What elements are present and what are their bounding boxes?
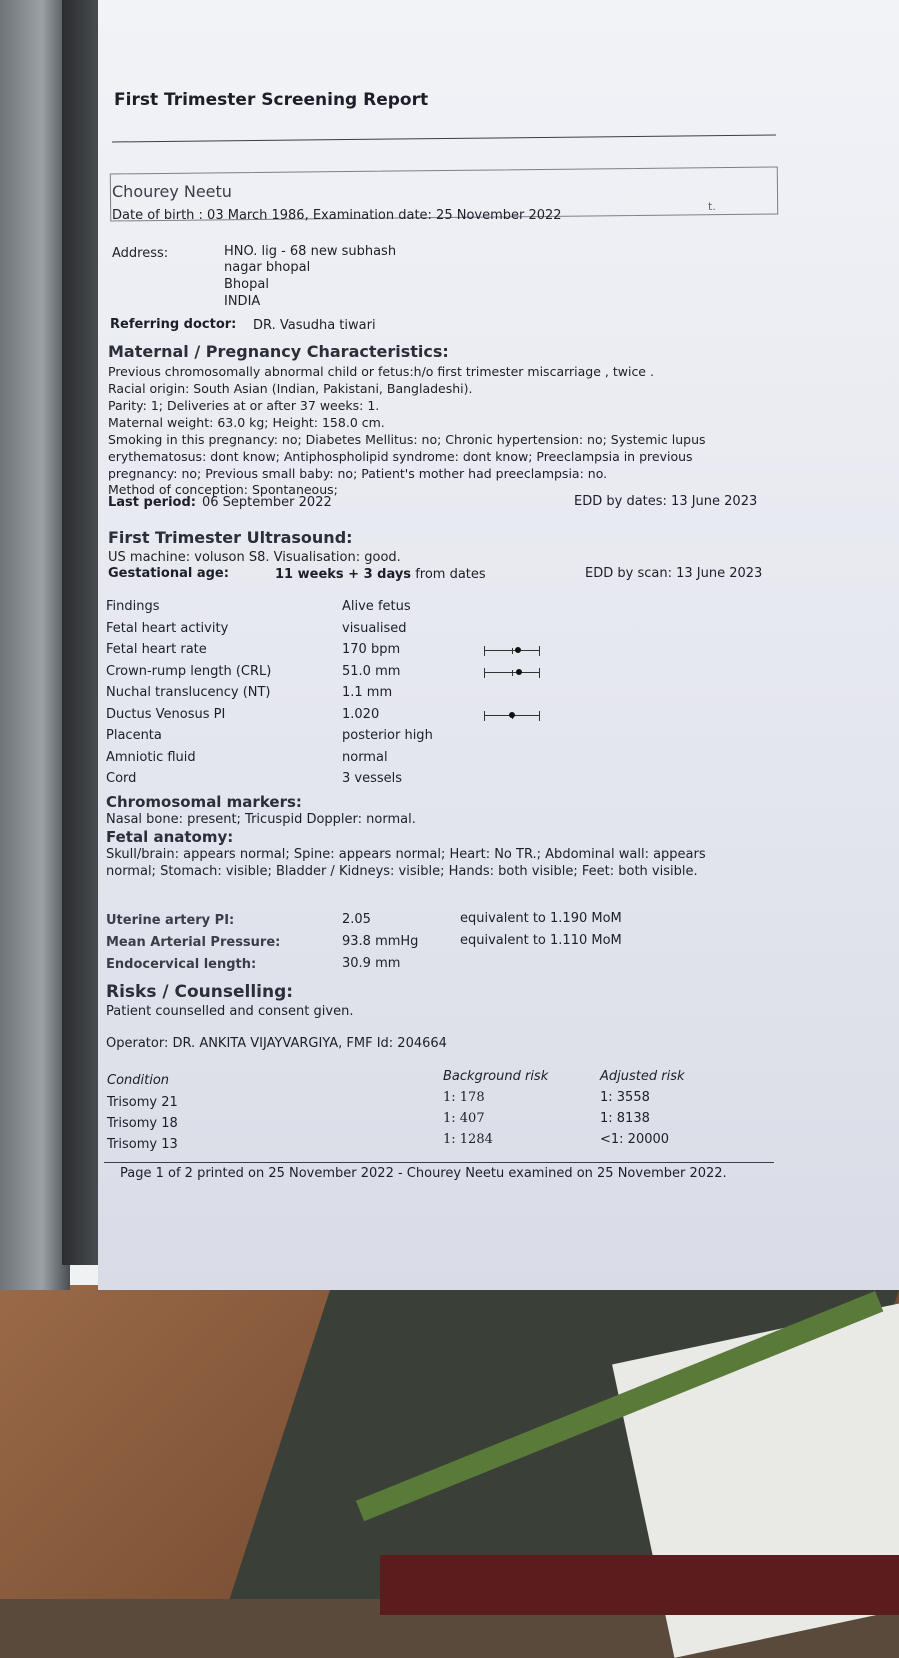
- finding-label: Amniotic fluid: [106, 749, 196, 765]
- reference-scale: [484, 711, 540, 721]
- risk-background-2: 1: 407: [443, 1111, 485, 1126]
- uterine-equiv: equivalent to 1.190 MoM: [460, 911, 622, 926]
- uterine-label: Uterine artery PI:: [106, 913, 235, 928]
- maternal-line-6: erythematosus: dont know; Antiphospholipid syndrome: dont know; Preeclampsia in previous: [108, 449, 693, 464]
- address-line-4: INDIA: [224, 294, 261, 309]
- map-equiv: equivalent to 1.110 MoM: [460, 933, 622, 948]
- referring-value: DR. Vasudha tiwari: [253, 318, 376, 333]
- finding-value: 1.1 mm: [342, 685, 393, 700]
- last-period-label: Last period:: [108, 495, 196, 510]
- uterine-value: 2.05: [342, 912, 371, 927]
- maternal-line-3: Parity: 1; Deliveries at or after 37 weeks: 1.: [108, 398, 380, 413]
- finding-label: Crown-rump length (CRL): [106, 663, 272, 679]
- edd-by-dates: EDD by dates: 13 June 2023: [574, 494, 758, 509]
- reference-scale: [484, 668, 540, 678]
- endocervical-value: 30.9 mm: [342, 956, 401, 971]
- edd-by-scan: EDD by scan: 13 June 2023: [585, 566, 763, 581]
- ultrasound-heading: First Trimester Ultrasound:: [108, 528, 353, 547]
- maternal-line-4: Maternal weight: 63.0 kg; Height: 158.0 cm.: [108, 415, 385, 430]
- ga-suffix: from dates: [411, 567, 486, 582]
- binder-spine: [0, 0, 70, 1290]
- finding-value: visualised: [342, 620, 407, 636]
- map-label: Mean Arterial Pressure:: [106, 935, 281, 950]
- footer-rule: [104, 1162, 774, 1163]
- scale-marker-dot: [515, 647, 521, 653]
- risk-background-1: 1: 178: [443, 1090, 485, 1105]
- finding-label: Findings: [106, 599, 160, 614]
- chromosomal-heading: Chromosomal markers:: [106, 793, 302, 811]
- binder-edge: [62, 0, 102, 1265]
- finding-value: 170 bpm: [342, 642, 401, 657]
- maternal-line-7: pregnancy: no; Previous small baby: no; Patient's mother had preeclampsia: no.: [108, 466, 608, 481]
- address-line-1: HNO. lig - 68 new subhash: [224, 244, 397, 259]
- finding-value: 51.0 mm: [342, 663, 401, 679]
- finding-value: posterior high: [342, 728, 433, 743]
- operator-line: Operator: DR. ANKITA VIJAYVARGIYA, FMF Id: 204664: [106, 1036, 447, 1051]
- finding-label: Ductus Venosus PI: [106, 706, 226, 722]
- maternal-line-2: Racial origin: South Asian (Indian, Pakistani, Bangladeshi).: [108, 381, 473, 396]
- risks-line: Patient counselled and consent given.: [106, 1004, 354, 1019]
- endocervical-label: Endocervical length:: [106, 957, 257, 972]
- finding-value: normal: [342, 749, 388, 765]
- us-machine-line: US machine: voluson S8. Visualisation: good.: [108, 550, 401, 565]
- address-line-2: nagar bhopal: [224, 260, 311, 275]
- finding-label: Placenta: [106, 728, 162, 743]
- scale-marker-dot: [509, 712, 515, 718]
- chromosomal-line: Nasal bone: present; Tricuspid Doppler: normal.: [106, 812, 416, 827]
- risk-background-3: 1: 1284: [443, 1132, 493, 1147]
- ga-label: Gestational age:: [108, 566, 229, 581]
- finding-label: Nuchal translucency (NT): [106, 685, 271, 700]
- address-label: Address:: [112, 246, 169, 261]
- risk-adjusted-2: 1: 8138: [600, 1111, 650, 1126]
- page-footer: Page 1 of 2 printed on 25 November 2022 - Chourey Neetu examined on 25 November 2022.: [120, 1166, 727, 1181]
- finding-label: Fetal heart rate: [106, 642, 207, 657]
- report-title: First Trimester Screening Report: [114, 90, 429, 110]
- maternal-line-5: Smoking in this pregnancy: no; Diabetes Mellitus: no; Chronic hypertension: no; Systemic lupus: [108, 432, 706, 447]
- risk-condition-1: Trisomy 21: [107, 1095, 178, 1110]
- ga-value: 11 weeks + 3 days: [275, 567, 412, 582]
- maternal-line-8: Method of conception: Spontaneous;: [108, 482, 338, 497]
- last-period-value: 06 September 2022: [202, 495, 332, 510]
- address-line-3: Bhopal: [224, 277, 269, 292]
- dob-line: Date of birth : 03 March 1986, Examination date: 25 November 2022: [112, 208, 562, 223]
- risk-condition-3: Trisomy 13: [107, 1137, 178, 1152]
- referring-label: Referring doctor:: [110, 317, 237, 332]
- report-page: [98, 0, 899, 1290]
- ga-value-group: [275, 567, 486, 582]
- finding-label: Cord: [106, 771, 137, 786]
- risk-adjusted-1: 1: 3558: [600, 1090, 650, 1105]
- finding-value: 3 vessels: [342, 771, 403, 786]
- finding-value: Alive fetus: [342, 599, 411, 614]
- title-underline: [112, 135, 776, 143]
- reference-scale: [484, 646, 540, 656]
- col-background: Background risk: [443, 1069, 549, 1084]
- maternal-heading: Maternal / Pregnancy Characteristics:: [108, 342, 449, 361]
- risks-heading: Risks / Counselling:: [106, 982, 294, 1002]
- anatomy-heading: Fetal anatomy:: [106, 828, 234, 846]
- finding-value: 1.020: [342, 706, 380, 722]
- anatomy-line-1: Skull/brain: appears normal; Spine: appears normal; Heart: No TR.; Abdominal wall: appears: [106, 847, 706, 862]
- map-value: 93.8 mmHg: [342, 934, 419, 949]
- finding-label: Fetal heart activity: [106, 620, 229, 636]
- anatomy-line-2: normal; Stomach: visible; Bladder / Kidneys: visible; Hands: both visible; Feet: both visible.: [106, 864, 698, 879]
- corner-mark: t.: [708, 200, 716, 213]
- maternal-line-1: Previous chromosomally abnormal child or fetus:h/o first trimester miscarriage , twice .: [108, 364, 654, 379]
- scale-marker-dot: [516, 669, 522, 675]
- patient-name: Chourey Neetu: [112, 182, 232, 201]
- background-red-fabric: [380, 1555, 899, 1615]
- risk-adjusted-3: <1: 20000: [600, 1132, 670, 1147]
- col-condition: Condition: [107, 1073, 170, 1088]
- col-adjusted: Adjusted risk: [600, 1069, 685, 1084]
- risk-condition-2: Trisomy 18: [107, 1116, 178, 1131]
